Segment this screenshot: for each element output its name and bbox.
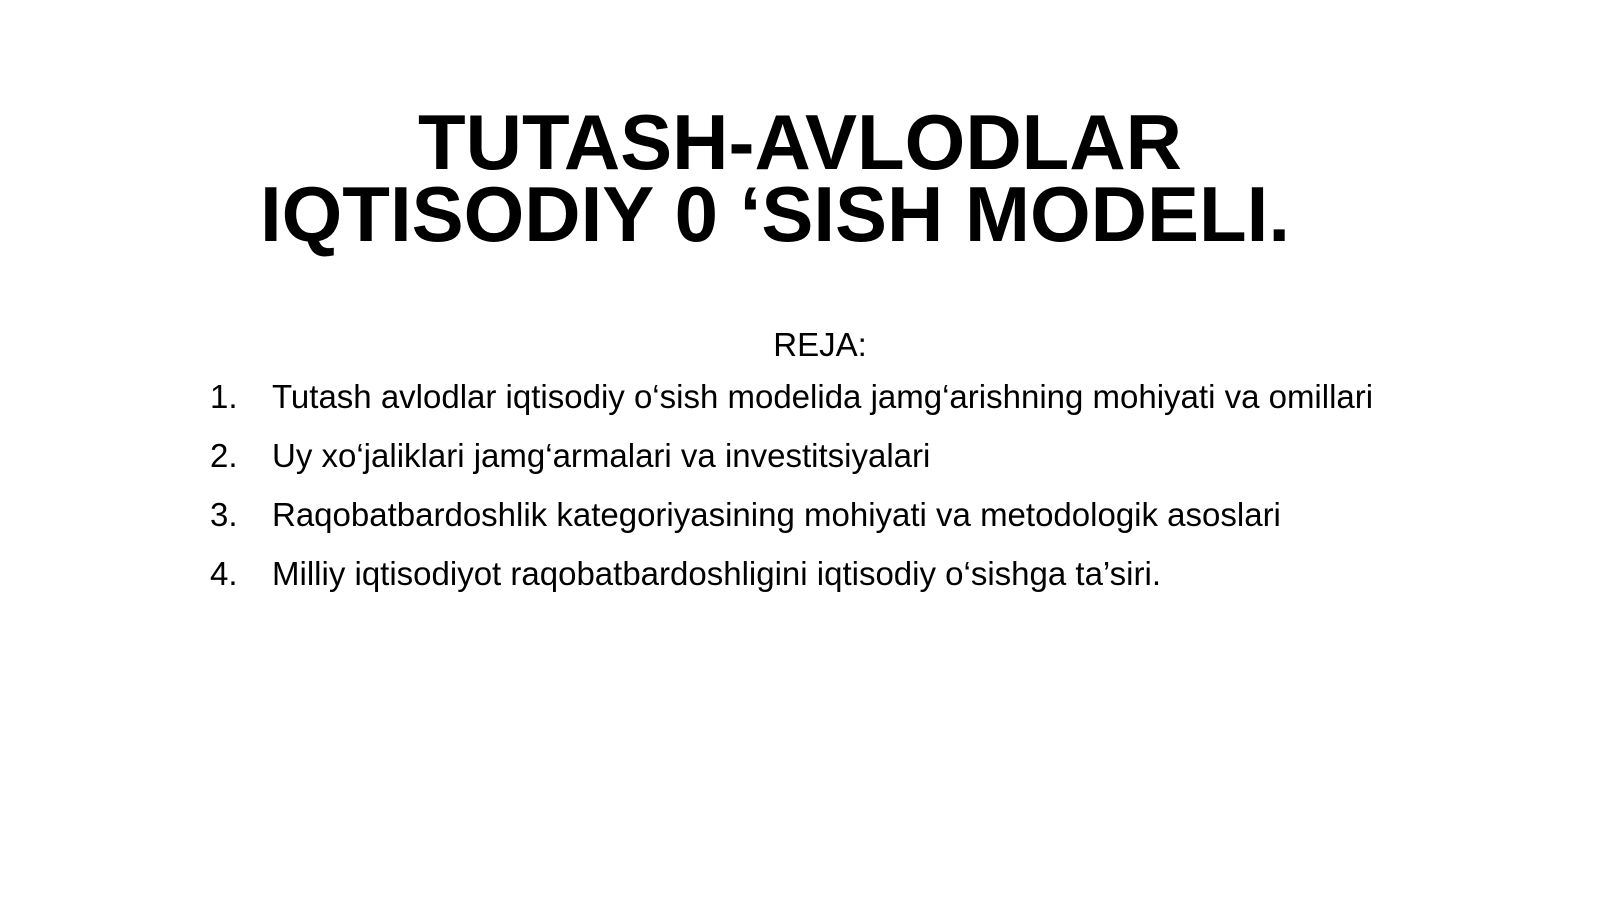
plan-item-4 [210,552,1430,595]
plan-item-number: 3. [210,496,238,533]
plan-list [210,375,1430,595]
title-line-1: TUTASH-AVLODLAR [417,98,1182,187]
plan-item-1 [210,375,1430,418]
plan-item-number: 1. [210,378,238,415]
slide-content [210,325,1430,611]
slide-title [140,98,1460,259]
plan-item-2 [210,434,1430,477]
plan-item-text: Uy xo‘jaliklari jamg‘armalari va investitsiyalari [272,437,931,474]
plan-item-text: Milliy iqtisodiyot raqobatbardoshligini iqtisodiy o‘sishga ta’siri. [272,555,1161,592]
plan-item-number: 2. [210,437,238,474]
plan-heading: REJA: [773,326,867,363]
plan-item-3 [210,493,1430,536]
plan-item-text: Raqobatbardoshlik kategoriyasining mohiyati va metodologik asoslari [272,496,1281,533]
title-line-2: IQTISODIY 0 ‘SISH MODELI. [259,170,1291,259]
plan-item-number: 4. [210,555,238,592]
plan-item-text: Tutash avlodlar iqtisodiy o‘sish modelida jamg‘arishning mohiyati va omillari [272,378,1374,415]
